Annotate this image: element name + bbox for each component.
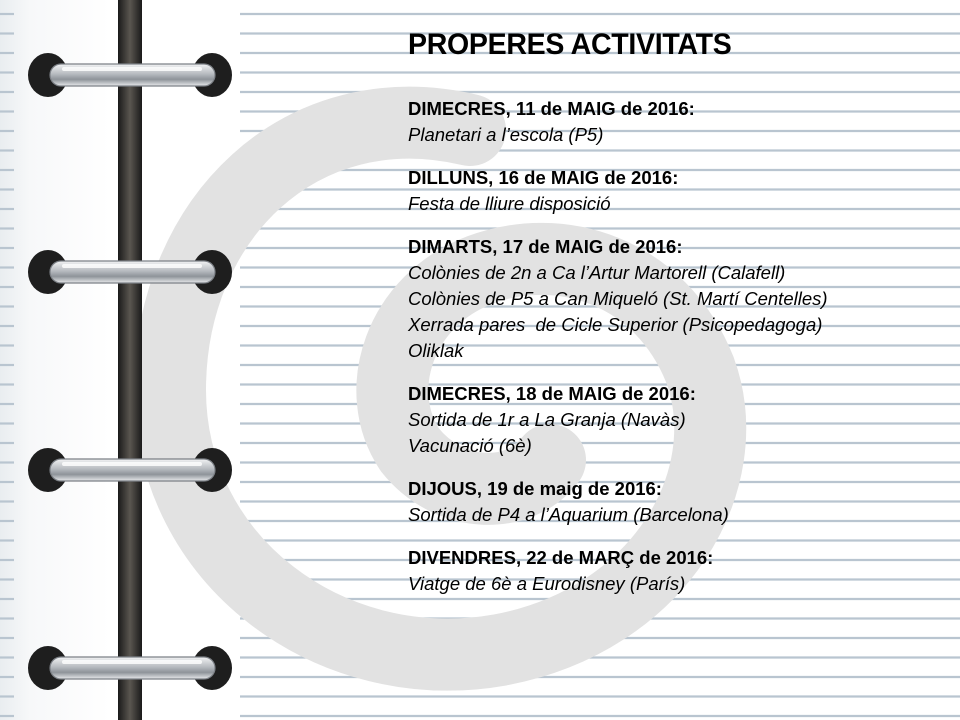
event-list xyxy=(408,96,948,597)
event-block xyxy=(408,234,948,364)
event-item: Colònies de P5 a Can Miqueló (St. Martí Centelles) xyxy=(408,288,828,309)
event-item: Oliklak xyxy=(408,340,464,361)
event-item: Colònies de 2n a Ca l’Artur Martorell (Calafell) xyxy=(408,262,786,283)
page-title: PROPERES ACTIVITATS xyxy=(408,28,732,61)
event-block xyxy=(408,96,948,148)
spiral-binding xyxy=(0,0,260,720)
event-date: DIMARTS, 17 de MAIG de 2016: xyxy=(408,236,683,257)
event-item: Sortida de P4 a l’Aquarium (Barcelona) xyxy=(408,504,729,525)
event-item: Viatge de 6è a Eurodisney (París) xyxy=(408,573,686,594)
event-date: DIJOUS, 19 de maig de 2016: xyxy=(408,478,662,499)
event-block xyxy=(408,381,948,459)
event-block xyxy=(408,476,948,528)
event-block xyxy=(408,545,948,597)
event-item: Xerrada pares de Cicle Superior (Psicopedagoga) xyxy=(408,314,823,335)
event-item: Planetari a l’escola (P5) xyxy=(408,124,604,145)
event-item: Festa de lliure disposició xyxy=(408,193,611,214)
event-date: DIVENDRES, 22 de MARÇ de 2016: xyxy=(408,547,714,568)
event-date: DIMECRES, 18 de MAIG de 2016: xyxy=(408,383,696,404)
event-item: Vacunació (6è) xyxy=(408,435,532,456)
event-block xyxy=(408,165,948,217)
event-date: DILLUNS, 16 de MAIG de 2016: xyxy=(408,167,679,188)
event-item: Sortida de 1r a La Granja (Navàs) xyxy=(408,409,686,430)
event-date: DIMECRES, 11 de MAIG de 2016: xyxy=(408,98,695,119)
activities-panel xyxy=(408,28,948,614)
